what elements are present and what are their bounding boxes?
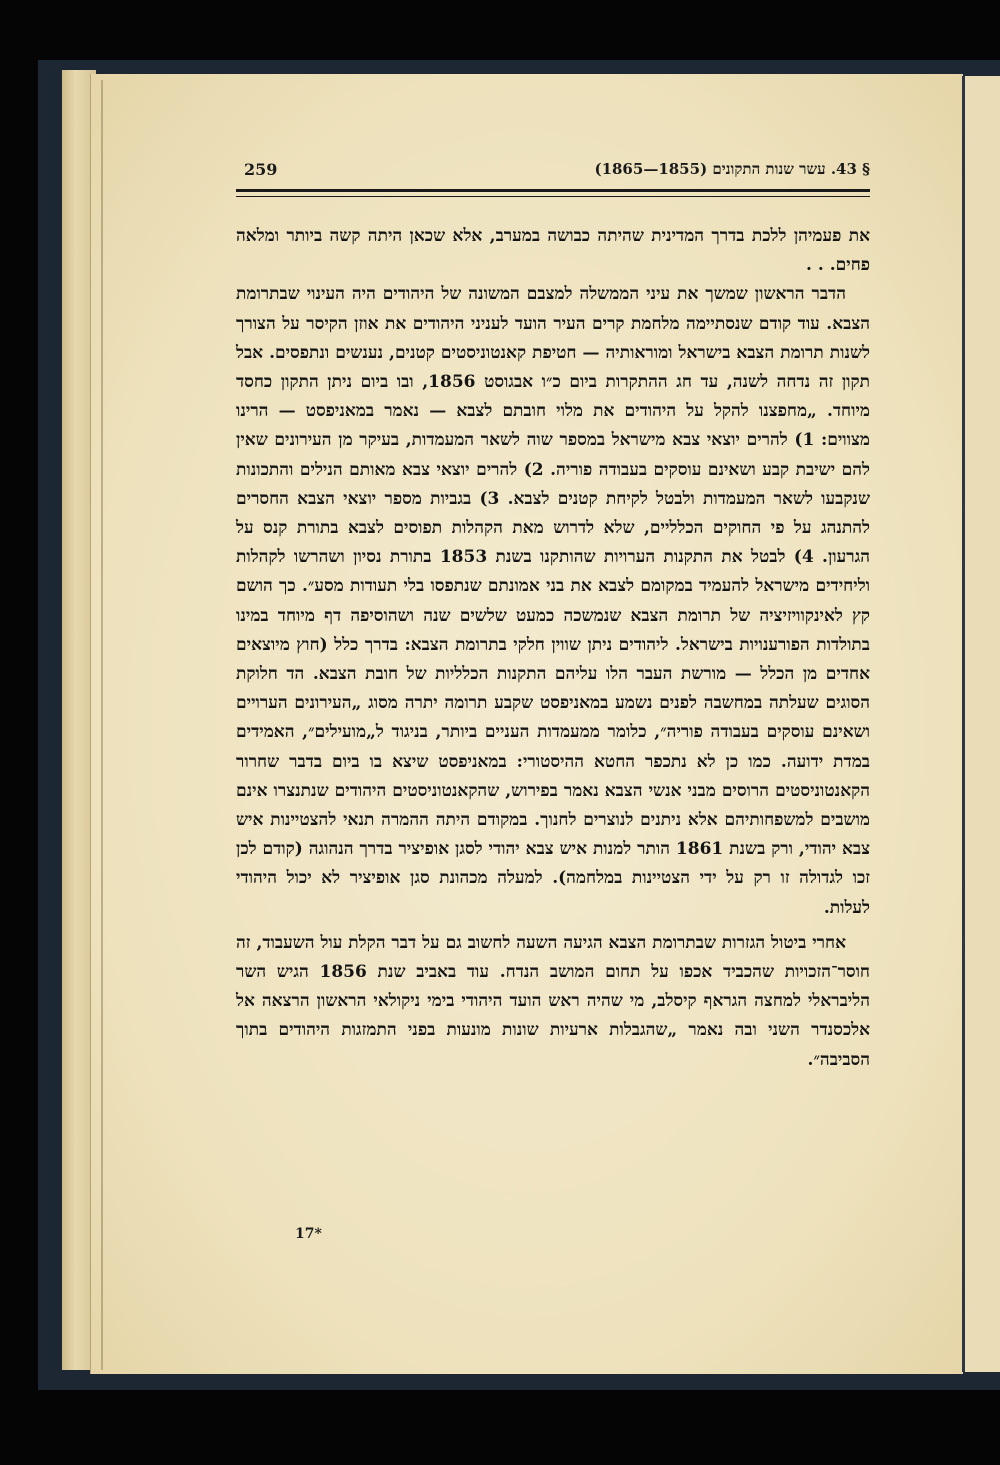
paragraph: אחרי ביטול הגזרות שבתרומת הצבא הגיעה השעה לחשוב גם על דבר הקלת עול השעבוד, זה חוסר־הזכויות שהכביד אכפו על תחום המושב הנדח. עוד באביב שנת 1856 הגיש השר הליבראלי למחצה הגראף קיסלב, מי שהיה ראש הועד היהודי בימי ניקולאי הראשון הרצאה אל אלכסנדר השני ובה נאמר „שהגבלות ארעיות שונות מונעות בפני התמזגות היהודים בתוך הסביבה״. [236, 932, 870, 1070]
page-number: 259 [244, 160, 278, 179]
header-rule-thick [236, 189, 870, 192]
paragraph: את פעמיהן ללכת בדרך המדינית שהיתה כבושה במערב, אלא שכאן היתה קשה ביותר ומלאה פחים. . . [236, 226, 870, 276]
signature-mark: 17* [295, 1226, 322, 1242]
next-page-edge [962, 76, 1000, 1372]
page-gutter [101, 80, 103, 1370]
body-text [236, 222, 870, 1075]
header-rule-thin [236, 196, 870, 197]
paragraph: הדבר הראשון שמשך את עיני הממשלה למצבם המשונה של היהודים היה העינוי שבתרומת הצבא. עוד קודם שנסתיימה מלחמת קרים העיר הועד לעניני היהודים את אוזן הקיסר על הצורך לשנות תרומת הצבא בישראל ומוראותיה — חטיפת קאנטוניסטים קטנים, נענשים ונתפסים. אבל תקון זה נדחה לשנה, עד חג ההתקרות ביום כ״ו אבגוסט 1856, ובו ביום ניתן התקון כחסד מיוחד. „מחפצנו להקל על היהודים את מלוי חובתם לצבא — נאמר במאניפסט — הרינו מצווים: 1) להרים יוצאי צבא מישראל במספר שוה לשאר המעמדות, בעיקר מן העירונים שאין להם ישיבת קבע ושאינם עוסקים בעבודה פוריה. 2) להרים יוצאי צבא מאותם הנילים והתכונות שנקבעו לשאר המעמדות ולבטל לקיחת קטנים לצבא. 3) בגביות מספר יוצאי הצבא החסרים להתנהג על פי החוקים הכלליים, שלא לדרוש מאת הקהלות תפוסים לצבא בתורת קנס על הגרעון. 4) לבטל את התקנות הערויות שהותקנו בשנת 1853 בתורת נסיון ושהרשו לקהלות וליחידים מישראל להעמיד במקומם לצבא את בני אמונתם שנתפסו בלי תעודות מסע״. כך הושם קץ לאינקוויזיציה של תרומת הצבא שנמשכה כמעט שלשים שנה ושהוסיפה דף מיוחד במינו בתולדות הפורענויות בישראל. ליהודים ניתן שווין חלקי בתרומת הצבא: בדרך כלל (חוץ מיוצאים אחדים מן הכלל — מורשת העבר הלו עליהם התקנות הכלליות של חובת הצבא. הד חלוקת הסוגים שעלתה במחשבה לפנים נשמע במאניפסט שקבע תרומה יתרה מסוג „העירונים הערויים ושאינם עוסקים בעבודה פוריה״, כלומר ממעמדות העניים ביותר, בניגוד ל„מועילים״, האמידים במדת ידועה. כמו כן לא נתכפר החטא ההיסטורי: במאניפסט שיצא בו ביום בדבר שחרור הקאנטוניסטים הרוסים מבני אנשי הצבא נאמר בפירוש, שהקאנטוניסטים היהודים שנתנצרו אינם מושבים למשפחותיהם אלא ניתנים לנוצרים לחנוך. במקודם היתה ההמרה תנאי להצטיינות איש צבא יהודי, ורק בשנת 1861 הותר למנות איש צבא יהודי לסגן אופיציר בדרך הנהוגה (קודם לכן זכו לגדולה זו רק על ידי הצטיינות במלחמה). למעלה מכהונת סגן אופיציר לא יכול היהודי לעלות. [236, 284, 870, 918]
running-title: § 43. עשר שנות התקונים (1855—1865) [594, 160, 870, 178]
running-header [150, 160, 870, 184]
